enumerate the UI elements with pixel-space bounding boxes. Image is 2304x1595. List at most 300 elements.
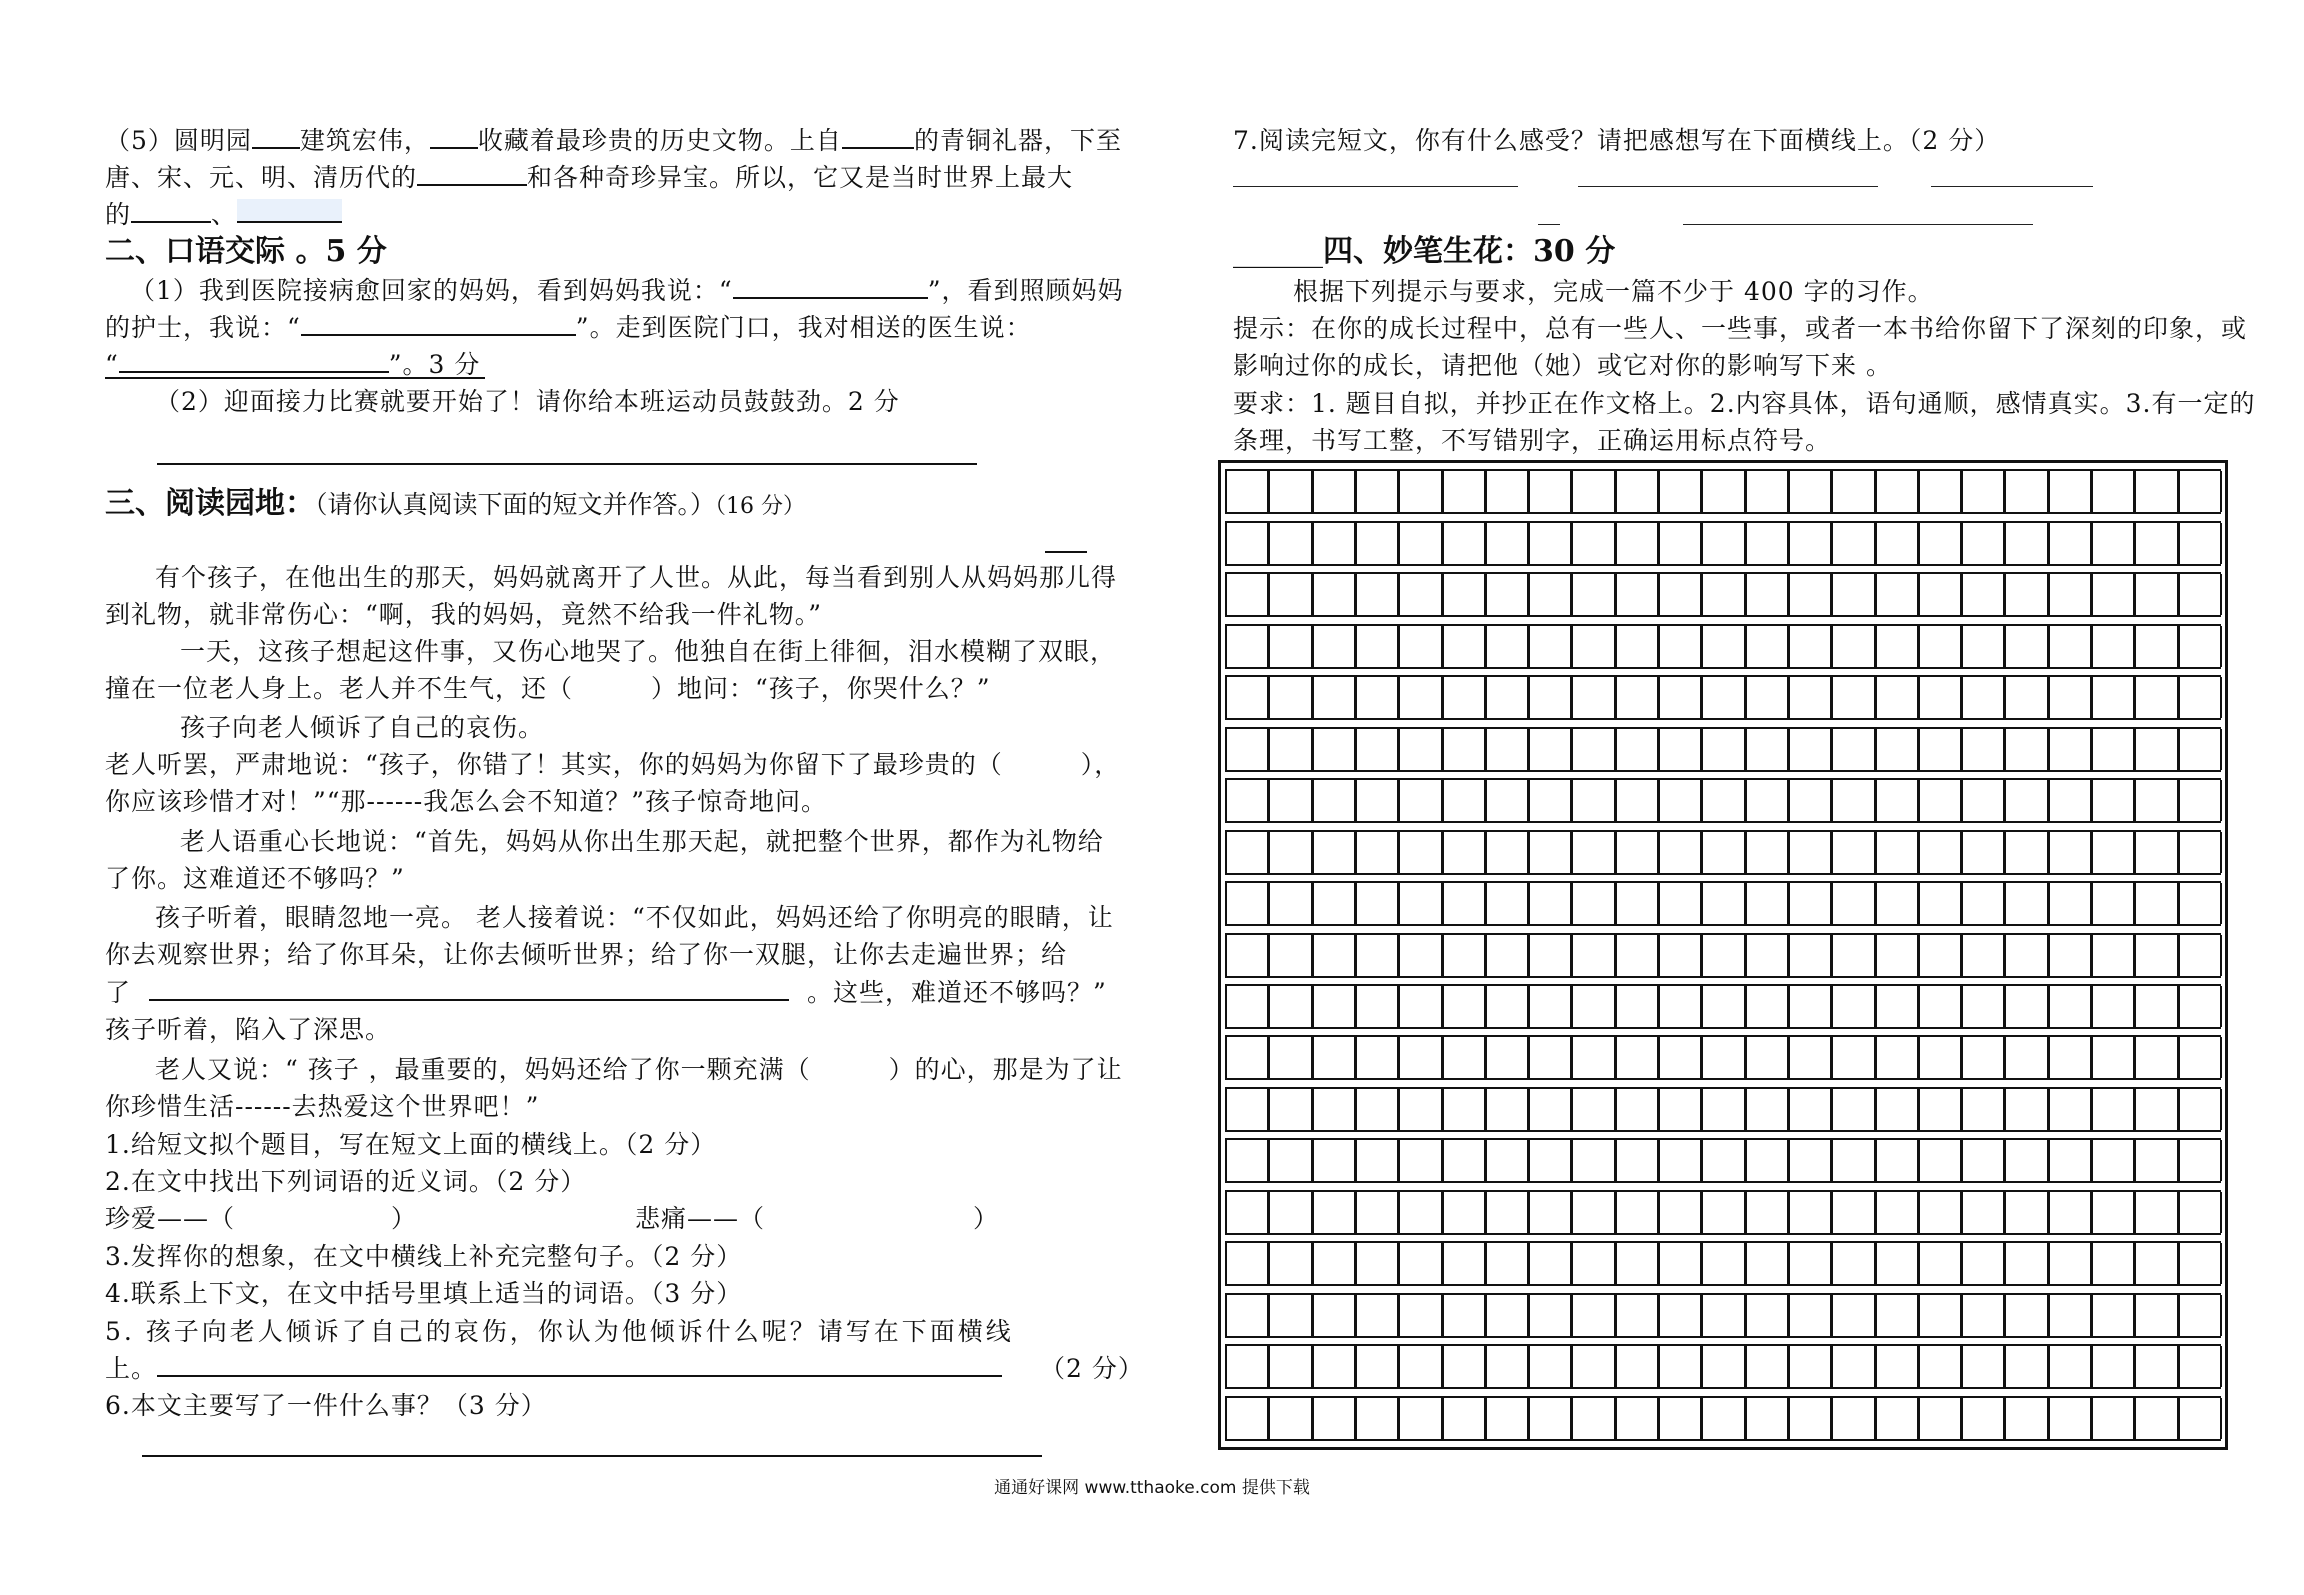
grid-cell[interactable] (1312, 1295, 1356, 1336)
grid-cell[interactable] (1961, 986, 2005, 1027)
grid-cell[interactable] (1918, 986, 1962, 1027)
grid-cell[interactable] (1355, 832, 1399, 873)
grid-cell[interactable] (1571, 729, 1615, 770)
grid-cell[interactable] (1528, 780, 1572, 821)
grid-cell[interactable] (2048, 1346, 2092, 1387)
grid-cell[interactable] (1268, 677, 1312, 718)
grid-cell[interactable] (1615, 1398, 1659, 1439)
q7-line-1a[interactable] (1233, 186, 1518, 187)
grid-cell[interactable] (1961, 780, 2005, 821)
grid-cell[interactable] (1658, 1037, 1702, 1078)
grid-cell[interactable] (1701, 986, 1745, 1027)
grid-cell[interactable] (2091, 1140, 2135, 1181)
grid-cell[interactable] (1745, 1089, 1789, 1130)
grid-cell[interactable] (2134, 626, 2178, 667)
grid-cell[interactable] (2091, 1192, 2135, 1233)
grid-cell[interactable] (2091, 1037, 2135, 1078)
grid-cell[interactable] (1658, 1089, 1702, 1130)
grid-cell[interactable] (1918, 935, 1962, 976)
grid-cell[interactable] (1268, 986, 1312, 1027)
grid-cell[interactable] (2048, 523, 2092, 564)
grid-cell[interactable] (1528, 523, 1572, 564)
grid-cell[interactable] (1701, 883, 1745, 924)
grid-cell[interactable] (1355, 677, 1399, 718)
grid-cell[interactable] (2134, 523, 2178, 564)
grid-cell[interactable] (1442, 574, 1486, 615)
grid-cell[interactable] (1615, 832, 1659, 873)
grid-cell[interactable] (1528, 1346, 1572, 1387)
grid-cell[interactable] (1355, 1295, 1399, 1336)
grid-cell[interactable] (2178, 1192, 2222, 1233)
grid-cell[interactable] (1788, 832, 1832, 873)
grid-cell[interactable] (1701, 935, 1745, 976)
grid-cell[interactable] (2134, 1140, 2178, 1181)
grid-cell[interactable] (2004, 780, 2048, 821)
grid-cell[interactable] (2178, 677, 2222, 718)
grid-cell[interactable] (1918, 1398, 1962, 1439)
grid-cell[interactable] (1788, 1346, 1832, 1387)
grid-cell[interactable] (1701, 1243, 1745, 1284)
grid-cell[interactable] (1918, 1192, 1962, 1233)
grid-cell[interactable] (1528, 832, 1572, 873)
grid-cell[interactable] (1961, 1346, 2005, 1387)
grid-cell[interactable] (1485, 883, 1529, 924)
grid-cell[interactable] (1788, 1398, 1832, 1439)
grid-cell[interactable] (1355, 574, 1399, 615)
grid-cell[interactable] (2091, 1295, 2135, 1336)
grid-cell[interactable] (1745, 1037, 1789, 1078)
grid-cell[interactable] (2048, 780, 2092, 821)
grid-cell[interactable] (2134, 883, 2178, 924)
grid-cell[interactable] (1701, 1037, 1745, 1078)
grid-cell[interactable] (1571, 780, 1615, 821)
grid-cell[interactable] (1442, 986, 1486, 1027)
grid-cell[interactable] (1918, 883, 1962, 924)
grid-cell[interactable] (1485, 1037, 1529, 1078)
grid-cell[interactable] (1485, 1089, 1529, 1130)
grid-cell[interactable] (1442, 471, 1486, 512)
grid-cell[interactable] (1268, 1346, 1312, 1387)
grid-cell[interactable] (1788, 780, 1832, 821)
grid-cell[interactable] (2134, 780, 2178, 821)
grid-cell[interactable] (1485, 1243, 1529, 1284)
grid-cell[interactable] (1918, 574, 1962, 615)
grid-cell[interactable] (1312, 1140, 1356, 1181)
grid-cell[interactable] (1615, 471, 1659, 512)
grid-cell[interactable] (1442, 1089, 1486, 1130)
grid-cell[interactable] (2178, 1243, 2222, 1284)
grid-cell[interactable] (2048, 883, 2092, 924)
grid-cell[interactable] (2134, 832, 2178, 873)
grid-cell[interactable] (2091, 471, 2135, 512)
grid-cell[interactable] (1961, 1192, 2005, 1233)
grid-cell[interactable] (1658, 780, 1702, 821)
grid-cell[interactable] (1745, 1398, 1789, 1439)
grid-cell[interactable] (1571, 1192, 1615, 1233)
grid-cell[interactable] (1961, 1140, 2005, 1181)
grid-cell[interactable] (1615, 1089, 1659, 1130)
grid-cell[interactable] (2048, 986, 2092, 1027)
grid-cell[interactable] (1268, 1295, 1312, 1336)
grid-cell[interactable] (1658, 1398, 1702, 1439)
grid-cell[interactable] (1831, 832, 1875, 873)
grid-cell[interactable] (1528, 986, 1572, 1027)
grid-cell[interactable] (1658, 1346, 1702, 1387)
grid-cell[interactable] (1398, 1295, 1442, 1336)
grid-cell[interactable] (1831, 677, 1875, 718)
grid-cell[interactable] (1312, 626, 1356, 667)
grid-cell[interactable] (1831, 523, 1875, 564)
grid-cell[interactable] (1355, 1089, 1399, 1130)
grid-cell[interactable] (2048, 832, 2092, 873)
grid-cell[interactable] (2048, 1398, 2092, 1439)
grid-cell[interactable] (1615, 1243, 1659, 1284)
grid-cell[interactable] (1658, 626, 1702, 667)
q7-line-1b[interactable] (1578, 186, 1878, 187)
grid-cell[interactable] (2134, 986, 2178, 1027)
grid-cell[interactable] (1485, 832, 1529, 873)
grid-cell[interactable] (2004, 471, 2048, 512)
grid-cell[interactable] (1658, 832, 1702, 873)
grid-cell[interactable] (1745, 1295, 1789, 1336)
grid-cell[interactable] (1355, 1398, 1399, 1439)
grid-cell[interactable] (1312, 1089, 1356, 1130)
grid-cell[interactable] (1831, 1192, 1875, 1233)
grid-cell[interactable] (2048, 677, 2092, 718)
grid-cell[interactable] (1875, 1140, 1919, 1181)
grid-cell[interactable] (1918, 1243, 1962, 1284)
grid-cell[interactable] (1701, 574, 1745, 615)
grid-cell[interactable] (1701, 1398, 1745, 1439)
grid-cell[interactable] (1788, 574, 1832, 615)
grid-cell[interactable] (1788, 677, 1832, 718)
grid-cell[interactable] (1918, 523, 1962, 564)
grid-cell[interactable] (1571, 1346, 1615, 1387)
grid-cell[interactable] (1312, 986, 1356, 1027)
grid-cell[interactable] (1442, 1346, 1486, 1387)
grid-cell[interactable] (1701, 780, 1745, 821)
grid-cell[interactable] (2178, 883, 2222, 924)
grid-cell[interactable] (1615, 523, 1659, 564)
grid-cell[interactable] (1528, 1140, 1572, 1181)
grid-cell[interactable] (1312, 1243, 1356, 1284)
grid-cell[interactable] (1398, 1192, 1442, 1233)
grid-cell[interactable] (1875, 1089, 1919, 1130)
grid-cell[interactable] (1961, 626, 2005, 667)
grid-cell[interactable] (1615, 986, 1659, 1027)
grid-cell[interactable] (2178, 626, 2222, 667)
grid-cell[interactable] (1788, 626, 1832, 667)
grid-cell[interactable] (1961, 1243, 2005, 1284)
grid-cell[interactable] (1398, 1089, 1442, 1130)
grid-cell[interactable] (1398, 523, 1442, 564)
grid-cell[interactable] (1831, 883, 1875, 924)
grid-cell[interactable] (1875, 1398, 1919, 1439)
grid-cell[interactable] (1831, 1243, 1875, 1284)
grid-cell[interactable] (1745, 780, 1789, 821)
grid-cell[interactable] (1788, 1140, 1832, 1181)
grid-cell[interactable] (1442, 523, 1486, 564)
grid-cell[interactable] (1745, 1192, 1789, 1233)
grid-cell[interactable] (1875, 1037, 1919, 1078)
grid-cell[interactable] (1745, 935, 1789, 976)
grid-cell[interactable] (2178, 523, 2222, 564)
grid-cell[interactable] (1658, 523, 1702, 564)
grid-cell[interactable] (1442, 1295, 1486, 1336)
grid-cell[interactable] (1615, 780, 1659, 821)
grid-cell[interactable] (1571, 626, 1615, 667)
grid-cell[interactable] (2004, 1192, 2048, 1233)
grid-cell[interactable] (2004, 574, 2048, 615)
grid-cell[interactable] (1745, 1140, 1789, 1181)
grid-cell[interactable] (1788, 1089, 1832, 1130)
grid-cell[interactable] (1615, 1037, 1659, 1078)
grid-cell[interactable] (1312, 780, 1356, 821)
grid-cell[interactable] (1831, 626, 1875, 667)
grid-cell[interactable] (2048, 729, 2092, 770)
grid-cell[interactable] (1615, 935, 1659, 976)
grid-cell[interactable] (1961, 1037, 2005, 1078)
grid-cell[interactable] (1875, 574, 1919, 615)
grid-cell[interactable] (2178, 986, 2222, 1027)
grid-cell[interactable] (1312, 883, 1356, 924)
grid-cell[interactable] (1442, 729, 1486, 770)
grid-cell[interactable] (1918, 471, 1962, 512)
grid-cell[interactable] (2004, 1398, 2048, 1439)
grid-cell[interactable] (1225, 574, 1269, 615)
grid-cell[interactable] (1268, 883, 1312, 924)
grid-cell[interactable] (1225, 1192, 1269, 1233)
grid-cell[interactable] (1615, 1140, 1659, 1181)
grid-cell[interactable] (1442, 1037, 1486, 1078)
grid-cell[interactable] (2134, 729, 2178, 770)
grid-cell[interactable] (1918, 780, 1962, 821)
grid-cell[interactable] (1788, 1037, 1832, 1078)
grid-cell[interactable] (2091, 986, 2135, 1027)
grid-cell[interactable] (1225, 1140, 1269, 1181)
grid-cell[interactable] (1961, 729, 2005, 770)
grid-cell[interactable] (1745, 832, 1789, 873)
grid-cell[interactable] (1918, 1346, 1962, 1387)
grid-cell[interactable] (2091, 1089, 2135, 1130)
grid-cell[interactable] (1788, 471, 1832, 512)
grid-cell[interactable] (1961, 1089, 2005, 1130)
grid-cell[interactable] (1745, 677, 1789, 718)
grid-cell[interactable] (1398, 1346, 1442, 1387)
grid-cell[interactable] (2004, 626, 2048, 667)
grid-cell[interactable] (1571, 523, 1615, 564)
grid-cell[interactable] (1571, 1140, 1615, 1181)
grid-cell[interactable] (1442, 677, 1486, 718)
grid-cell[interactable] (1615, 1192, 1659, 1233)
grid-cell[interactable] (1485, 523, 1529, 564)
grid-cell[interactable] (2004, 1243, 2048, 1284)
grid-cell[interactable] (1961, 471, 2005, 512)
grid-cell[interactable] (1571, 1295, 1615, 1336)
grid-cell[interactable] (1355, 1192, 1399, 1233)
grid-cell[interactable] (1225, 523, 1269, 564)
grid-cell[interactable] (1571, 677, 1615, 718)
grid-cell[interactable] (1788, 1243, 1832, 1284)
grid-cell[interactable] (1485, 1398, 1529, 1439)
grid-cell[interactable] (1701, 1346, 1745, 1387)
grid-cell[interactable] (2048, 935, 2092, 976)
grid-cell[interactable] (2178, 1037, 2222, 1078)
grid-cell[interactable] (1918, 1089, 1962, 1130)
grid-cell[interactable] (1875, 677, 1919, 718)
grid-cell[interactable] (1701, 729, 1745, 770)
grid-cell[interactable] (1312, 523, 1356, 564)
grid-cell[interactable] (1918, 1140, 1962, 1181)
grid-cell[interactable] (2091, 677, 2135, 718)
grid-cell[interactable] (1571, 832, 1615, 873)
grid-cell[interactable] (1745, 471, 1789, 512)
grid-cell[interactable] (1918, 1037, 1962, 1078)
grid-cell[interactable] (1485, 935, 1529, 976)
grid-cell[interactable] (1398, 832, 1442, 873)
grid-cell[interactable] (1485, 471, 1529, 512)
grid-cell[interactable] (1961, 883, 2005, 924)
grid-cell[interactable] (1268, 832, 1312, 873)
grid-cell[interactable] (1398, 935, 1442, 976)
grid-cell[interactable] (2091, 1398, 2135, 1439)
grid-cell[interactable] (1615, 677, 1659, 718)
grid-cell[interactable] (2178, 832, 2222, 873)
grid-cell[interactable] (1615, 1346, 1659, 1387)
grid-cell[interactable] (1268, 1037, 1312, 1078)
grid-cell[interactable] (1875, 935, 1919, 976)
grid-cell[interactable] (1918, 729, 1962, 770)
grid-cell[interactable] (1831, 1346, 1875, 1387)
grid-cell[interactable] (1312, 471, 1356, 512)
grid-cell[interactable] (1312, 832, 1356, 873)
grid-cell[interactable] (2134, 1295, 2178, 1336)
grid-cell[interactable] (1961, 574, 2005, 615)
grid-cell[interactable] (1875, 832, 1919, 873)
grid-cell[interactable] (1225, 832, 1269, 873)
grid-cell[interactable] (1745, 729, 1789, 770)
grid-cell[interactable] (2004, 729, 2048, 770)
grid-cell[interactable] (1875, 471, 1919, 512)
grid-cell[interactable] (1442, 883, 1486, 924)
grid-cell[interactable] (1528, 1295, 1572, 1336)
grid-cell[interactable] (1398, 1398, 1442, 1439)
grid-cell[interactable] (1788, 883, 1832, 924)
grid-cell[interactable] (1268, 780, 1312, 821)
grid-cell[interactable] (1528, 677, 1572, 718)
grid-cell[interactable] (1225, 986, 1269, 1027)
grid-cell[interactable] (2004, 832, 2048, 873)
grid-cell[interactable] (1831, 1089, 1875, 1130)
q7-line-2a[interactable] (1538, 224, 1560, 225)
grid-cell[interactable] (1528, 471, 1572, 512)
grid-cell[interactable] (1745, 883, 1789, 924)
grid-cell[interactable] (2048, 1295, 2092, 1336)
grid-cell[interactable] (2048, 1037, 2092, 1078)
grid-cell[interactable] (1918, 677, 1962, 718)
grid-cell[interactable] (1875, 626, 1919, 667)
grid-cell[interactable] (1831, 729, 1875, 770)
grid-cell[interactable] (1875, 780, 1919, 821)
grid-cell[interactable] (1701, 471, 1745, 512)
grid-cell[interactable] (2048, 574, 2092, 615)
grid-cell[interactable] (2178, 729, 2222, 770)
grid-cell[interactable] (2004, 1140, 2048, 1181)
grid-cell[interactable] (2004, 1037, 2048, 1078)
grid-cell[interactable] (1225, 1037, 1269, 1078)
grid-cell[interactable] (1528, 1192, 1572, 1233)
grid-cell[interactable] (1225, 1295, 1269, 1336)
grid-cell[interactable] (2004, 523, 2048, 564)
grid-cell[interactable] (1225, 471, 1269, 512)
grid-cell[interactable] (1268, 1140, 1312, 1181)
grid-cell[interactable] (1442, 780, 1486, 821)
q7-line-1c[interactable] (1931, 186, 2093, 187)
grid-cell[interactable] (1312, 1346, 1356, 1387)
grid-cell[interactable] (1442, 1192, 1486, 1233)
grid-cell[interactable] (2091, 729, 2135, 770)
grid-cell[interactable] (1355, 1346, 1399, 1387)
grid-cell[interactable] (2134, 1398, 2178, 1439)
grid-cell[interactable] (1355, 1243, 1399, 1284)
grid-cell[interactable] (1571, 1243, 1615, 1284)
grid-cell[interactable] (1485, 1295, 1529, 1336)
grid-cell[interactable] (1528, 935, 1572, 976)
grid-cell[interactable] (1225, 883, 1269, 924)
grid-cell[interactable] (2178, 1398, 2222, 1439)
grid-cell[interactable] (1658, 1140, 1702, 1181)
grid-cell[interactable] (1398, 677, 1442, 718)
grid-cell[interactable] (1225, 677, 1269, 718)
grid-cell[interactable] (1875, 1346, 1919, 1387)
grid-cell[interactable] (1745, 1243, 1789, 1284)
grid-cell[interactable] (1658, 883, 1702, 924)
grid-cell[interactable] (1788, 935, 1832, 976)
grid-cell[interactable] (1615, 729, 1659, 770)
grid-cell[interactable] (1268, 574, 1312, 615)
grid-cell[interactable] (1571, 1037, 1615, 1078)
grid-cell[interactable] (1398, 626, 1442, 667)
grid-cell[interactable] (2091, 523, 2135, 564)
grid-cell[interactable] (1701, 1295, 1745, 1336)
grid-cell[interactable] (1485, 986, 1529, 1027)
grid-cell[interactable] (2091, 626, 2135, 667)
grid-cell[interactable] (1355, 986, 1399, 1027)
grid-cell[interactable] (1528, 883, 1572, 924)
grid-cell[interactable] (2178, 935, 2222, 976)
grid-cell[interactable] (2178, 1089, 2222, 1130)
grid-cell[interactable] (1528, 626, 1572, 667)
grid-cell[interactable] (1961, 832, 2005, 873)
grid-cell[interactable] (2048, 471, 2092, 512)
grid-cell[interactable] (1658, 1295, 1702, 1336)
question-6-answer-line[interactable] (142, 1455, 1042, 1457)
grid-cell[interactable] (1875, 1243, 1919, 1284)
grid-cell[interactable] (2004, 935, 2048, 976)
grid-cell[interactable] (1571, 935, 1615, 976)
grid-cell[interactable] (1442, 1140, 1486, 1181)
grid-cell[interactable] (1312, 574, 1356, 615)
grid-cell[interactable] (1355, 523, 1399, 564)
grid-cell[interactable] (1528, 1243, 1572, 1284)
grid-cell[interactable] (1528, 1037, 1572, 1078)
grid-cell[interactable] (1615, 574, 1659, 615)
grid-cell[interactable] (2091, 832, 2135, 873)
grid-cell[interactable] (1831, 1295, 1875, 1336)
grid-cell[interactable] (1788, 523, 1832, 564)
grid-cell[interactable] (2091, 780, 2135, 821)
grid-cell[interactable] (1442, 832, 1486, 873)
